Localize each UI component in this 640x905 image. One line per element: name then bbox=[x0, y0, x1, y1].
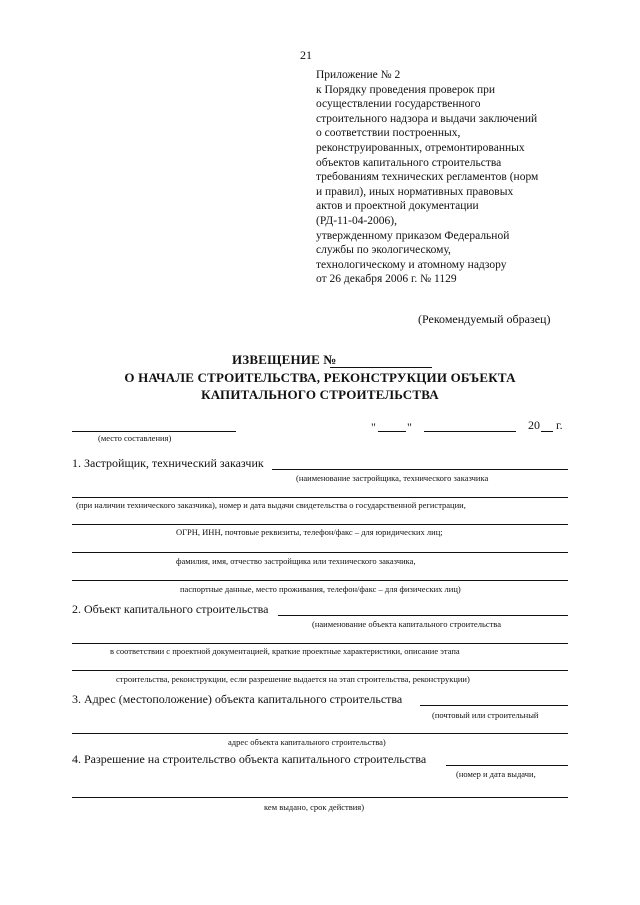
item4-caption-1: (номер и дата выдачи, bbox=[456, 769, 536, 779]
recommended-sample: (Рекомендуемый образец) bbox=[418, 312, 551, 326]
appendix-line: строительного надзора и выдачи заключений bbox=[316, 112, 538, 125]
item2-caption-1: (наименование объекта капитального строительства bbox=[312, 619, 501, 629]
item3-label: 3. Адрес (местоположение) объекта капитального строительства bbox=[72, 692, 403, 706]
appendix-line: осуществлении государственного bbox=[316, 98, 481, 111]
item1-line-3[interactable] bbox=[72, 524, 568, 525]
item3-caption-1: (почтовый или строительный bbox=[432, 710, 539, 720]
appendix-line: службы по экологическому, bbox=[316, 244, 451, 257]
item2-field[interactable] bbox=[278, 615, 568, 616]
appendix-line: требованиям технических регламентов (норм bbox=[316, 171, 539, 184]
year-suffix: г. bbox=[556, 418, 563, 432]
date-quote-open: " bbox=[371, 420, 376, 434]
item4-label: 4. Разрешение на строительство объекта капитального строительства bbox=[72, 752, 427, 766]
item1-caption-2: (при наличии технического заказчика), номер и дата выдачи свидетельства о государственной регистрации, bbox=[76, 500, 466, 510]
item2-caption-3: строительства, реконструкции, если разрешение выдается на этап строительства, реконструкции) bbox=[116, 674, 470, 684]
appendix-line: актов и проектной документации bbox=[316, 200, 479, 213]
item1-label: 1. Застройщик, технический заказчик bbox=[72, 456, 264, 470]
item1-caption-5: паспортные данные, место проживания, телефон/факс – для физических лиц) bbox=[180, 584, 461, 594]
item1-field[interactable] bbox=[272, 469, 568, 470]
item3-line-2[interactable] bbox=[72, 733, 568, 734]
place-caption: (место составления) bbox=[98, 433, 172, 443]
item4-line-2[interactable] bbox=[72, 797, 568, 798]
year-field[interactable] bbox=[541, 431, 553, 432]
appendix-line: от 26 декабря 2006 г. № 1129 bbox=[316, 273, 457, 286]
item4-caption-2: кем выдано, срок действия) bbox=[264, 802, 365, 812]
notice-subtitle-2: КАПИТАЛЬНОГО СТРОИТЕЛЬСТВА bbox=[201, 387, 439, 402]
item1-line-2[interactable] bbox=[72, 497, 568, 498]
appendix-block bbox=[316, 68, 538, 287]
item1-caption-4: фамилия, имя, отчество застройщика или технического заказчика, bbox=[176, 556, 416, 566]
place-field[interactable] bbox=[72, 431, 236, 432]
item2-label: 2. Объект капитального строительства bbox=[72, 602, 269, 616]
page-number: 21 bbox=[300, 48, 312, 62]
appendix-line: (РД-11-04-2006), bbox=[316, 214, 397, 227]
month-field[interactable] bbox=[424, 431, 516, 432]
appendix-line: технологическому и атомному надзору bbox=[316, 258, 507, 271]
item2-line-2[interactable] bbox=[72, 643, 568, 644]
appendix-line: объектов капитального строительства bbox=[316, 156, 502, 169]
appendix-line: Приложение № 2 bbox=[316, 69, 401, 81]
appendix-line: и правил), иных нормативных правовых bbox=[316, 185, 514, 198]
item1-caption-1: (наименование застройщика, технического заказчика bbox=[296, 473, 489, 483]
appendix-line: о соответствии построенных, bbox=[316, 127, 461, 140]
year-prefix: 20 bbox=[528, 418, 540, 432]
item1-line-4[interactable] bbox=[72, 552, 568, 553]
item3-field[interactable] bbox=[420, 705, 568, 706]
item3-caption-2: адрес объекта капитального строительства) bbox=[228, 737, 386, 747]
notice-title: ИЗВЕЩЕНИЕ № bbox=[232, 352, 337, 367]
item2-line-3[interactable] bbox=[72, 670, 568, 671]
day-field[interactable] bbox=[378, 431, 406, 432]
date-quote-close: " bbox=[407, 420, 412, 434]
item1-caption-3: ОГРН, ИНН, почтовые реквизиты, телефон/факс – для юридических лиц; bbox=[176, 527, 443, 537]
appendix-line: реконструированных, отремонтированных bbox=[316, 141, 525, 154]
notice-number-field[interactable] bbox=[330, 367, 432, 368]
item1-line-5[interactable] bbox=[72, 580, 568, 581]
appendix-line: утвержденному приказом Федеральной bbox=[316, 229, 510, 242]
item2-caption-2: в соответствии с проектной документацией, краткие проектные характеристики, описание этапа bbox=[110, 646, 460, 656]
appendix-line: к Порядку проведения проверок при bbox=[316, 83, 495, 96]
notice-subtitle: О НАЧАЛЕ СТРОИТЕЛЬСТВА, РЕКОНСТРУКЦИИ ОБЪЕКТА bbox=[124, 370, 516, 385]
item4-field[interactable] bbox=[446, 765, 568, 766]
